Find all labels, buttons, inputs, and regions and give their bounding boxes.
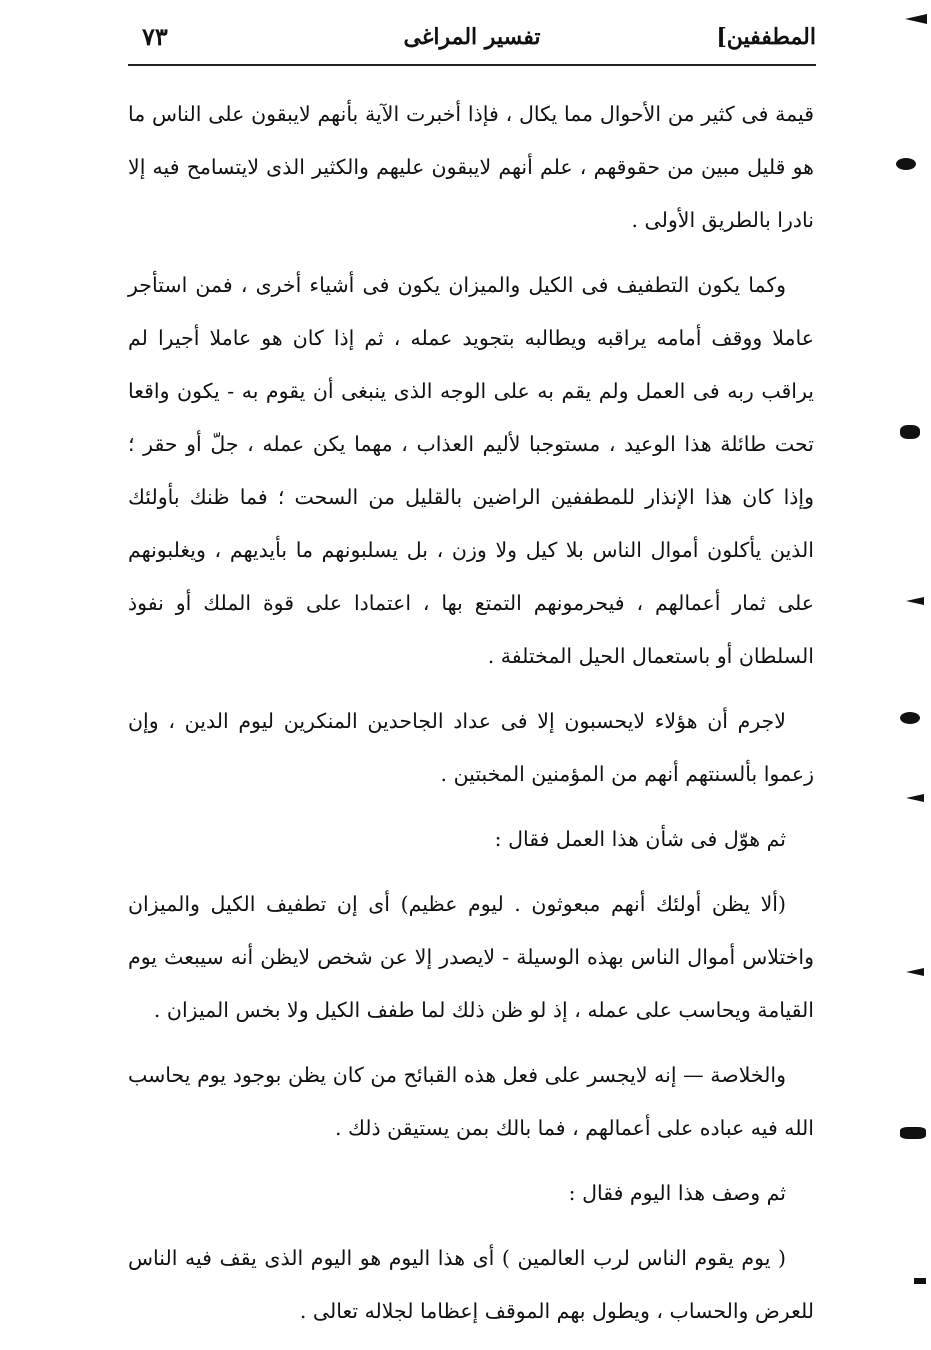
paragraph-2: وكما يكون التطفيف فى الكيل والميزان يكون فى أشياء أخرى ، فمن استأجر عاملا ووقف أمامه يراقبه ويطالبه بتجويد عمله ، ثم إذا كان هو عاملا أجيرا لم يراقب ربه فى العمل ولم يقم به على الوجه الذى ينبغى أن يقوم به - يكون واقعا تحت طائلة هذا الوعيد ، مستوجبا لأليم العذاب ، مهما يكن عمله ، جلّ أو حقر ؛ وإذا كان هذا الإنذار للمطففين الراضين بالقليل من السحت ؛ فما ظنك بأولئك الذين يأكلون أموال الناس بلا كيل ولا وزن ، بل يسلبونهم ما بأيديهم ، ويغلبونهم على ثمار أعمالهم ، فيحرمونهم التمتع بها ، اعتمادا على قوة الملك أو نفوذ السلطان أو باستعمال الحيل المختلفة . [128,273,814,668]
paragraph-7: ثم وصف هذا اليوم فقال : [568,1181,786,1205]
header-rule [128,64,816,66]
margin-mark [900,1127,926,1139]
margin-mark [906,968,924,976]
margin-mark [914,1278,926,1284]
margin-mark [906,794,924,802]
page-body [128,88,814,1350]
paragraph-3: لاجرم أن هؤلاء لايحسبون إلا فى عداد الجاحدين المنكرين ليوم الدين ، وإن زعموا بألسنتهم أنهم من المؤمنين المخبتين . [128,709,814,786]
margin-mark [896,158,916,170]
paragraph-5: (ألا يظن أولئك أنهم مبعوثون . ليوم عظيم) أى إن تطفيف الكيل والميزان واختلاس أموال الناس بهذه الوسيلة - لايصدر إلا عن شخص لايظن أنه سيبعث يوم القيامة ويحاسب على عمله ، إذ لو ظن ذلك لما طفف الكيل ولا بخس الميزان . [128,892,814,1022]
paragraph-6: والخلاصة — إنه لايجسر على فعل هذه القبائح من كان يظن بوجود يوم يحاسب الله فيه عباده على أعمالهم ، فما بالك بمن يستيقن ذلك . [128,1063,814,1140]
paragraph-4: ثم هوّل فى شأن هذا العمل فقال : [494,827,786,851]
paragraph-1: قيمة فى كثير من الأحوال مما يكال ، فإذا أخبرت الآية بأنهم لايبقون على الناس ما هو قليل مبين من حقوقهم ، علم أنهم لايبقون عليهم والكثير الذى لايتسامح فيه إلا نادرا بالطريق الأولى . [128,102,814,232]
surah-name: المطففين] [716,24,816,50]
margin-mark [900,712,920,724]
margin-mark [906,597,924,605]
margin-mark [900,425,920,439]
margin-mark [905,14,927,24]
page-header [128,18,816,56]
paragraph-8: ( يوم يقوم الناس لرب العالمين ) أى هذا اليوم هو اليوم الذى يقف فيه الناس للعرض والحساب ، ويطول بهم الموقف إعظاما لجلاله تعالى . [128,1246,814,1323]
book-title: تفسير المراغى [403,24,541,50]
page-number: ٧٣ [142,22,168,51]
